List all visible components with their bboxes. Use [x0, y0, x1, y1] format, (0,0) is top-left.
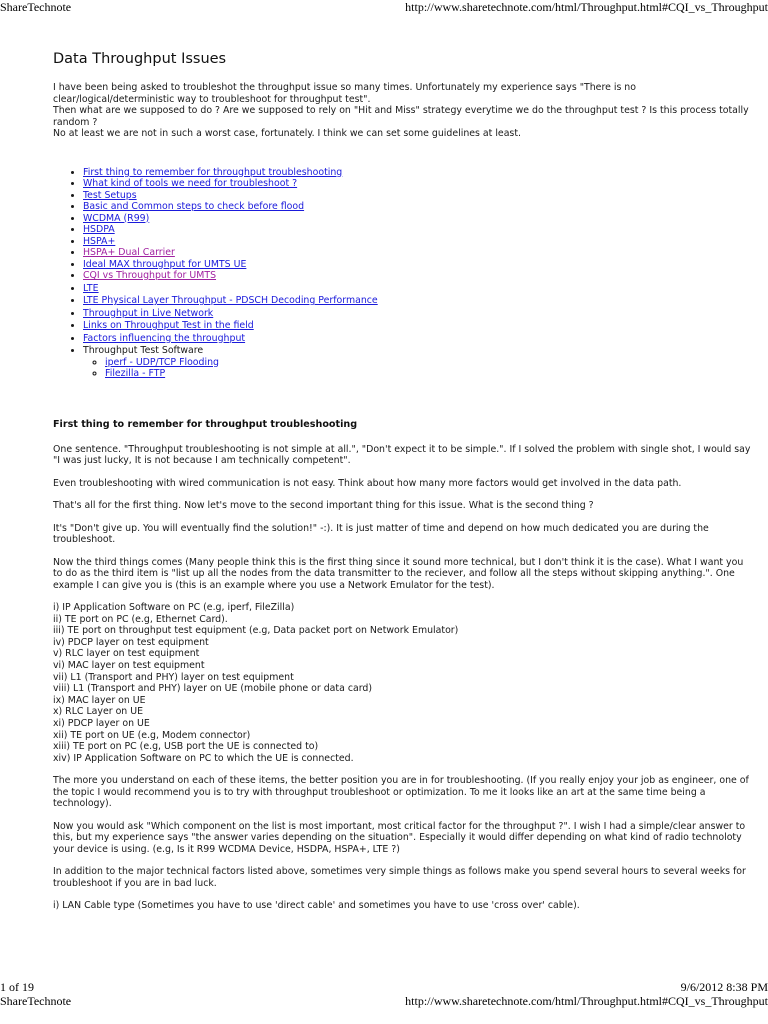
print-header	[0, 0, 768, 14]
body-paragraph: One sentence. "Throughput troubleshooting is not simple at all.", "Don't expect it to be simple.". If I solved the problem with single shot, I would say "I was just lucky, It is not because I am technically competent".	[53, 443, 751, 466]
toc-subitem	[105, 357, 753, 369]
toc-link[interactable]: LTE	[83, 282, 99, 294]
toc-link[interactable]: Ideal MAX throughput for UMTS UE	[83, 258, 247, 270]
toc-item	[83, 178, 753, 190]
toc-subitem	[105, 368, 753, 380]
toc-link[interactable]: HSDPA	[83, 224, 115, 235]
toc-link[interactable]: CQI vs Throughput for UMTS	[83, 270, 217, 281]
toc-link[interactable]: First thing to remember for throughput troubleshooting	[83, 166, 343, 178]
toc-link[interactable]: HSPA+ Dual Carrier	[83, 247, 175, 258]
toc-sublist	[83, 357, 753, 380]
toc-label: Throughput Test Software	[83, 345, 204, 356]
toc-item	[83, 270, 753, 282]
toc-item	[83, 259, 753, 271]
print-header-site: ShareTechnote	[0, 994, 72, 1008]
toc-item	[83, 308, 753, 320]
toc-link[interactable]: HSPA+	[83, 235, 116, 247]
body-paragraph: Even troubleshooting with wired communication is not easy. Think about how many more factors would get involved in the data path.	[53, 477, 682, 489]
node-list-item: x) RLC Layer on UE	[53, 706, 144, 718]
print-header-next-page	[0, 994, 768, 1008]
node-list-item: viii) L1 (Transport and PHY) layer on UE (mobile phone or data card)	[53, 683, 373, 695]
section-title: First thing to remember for throughput troubleshooting	[53, 418, 358, 430]
node-list-item: i) IP Application Software on PC (e.g, iperf, FileZilla)	[53, 602, 295, 613]
toc-item	[83, 190, 753, 202]
node-list-item: xiv) IP Application Software on PC to which the UE is connected.	[53, 752, 354, 764]
print-header-url: http://www.sharetechnote.com/html/Throughput.html#CQI_vs_Throughput	[405, 994, 768, 1008]
toc-item	[83, 333, 753, 345]
body-paragraph: Now you would ask "Which component on the list is most important, most critical factor for the throughput ?". I wish I had a simple/clear answer to this, but my experience says "the answer varies depending on the situation". Especially it would differ depending on what kind of radio technoloty your device is using. (e.g, Is it R99 WCDMA Device, HSDPA, HSPA+, LTE ?)	[53, 820, 746, 855]
node-list-item: vii) L1 (Transport and PHY) layer on test equipment	[53, 671, 294, 683]
toc-link[interactable]: What kind of tools we need for troubleshoot ?	[83, 178, 298, 189]
page-title: Data Throughput Issues	[53, 51, 227, 67]
toc-item	[83, 283, 753, 295]
toc-sublink[interactable]: iperf - UDP/TCP Flooding	[105, 356, 219, 368]
body-paragraph: In addition to the major technical factors listed above, sometimes very simple things as follows make you spend several hours to several weeks for troubleshoot if you are in bad luck.	[53, 866, 746, 889]
toc-link[interactable]: Basic and Common steps to check before flood	[83, 201, 305, 212]
toc-item	[83, 236, 753, 248]
toc-item	[83, 167, 753, 179]
toc-item	[83, 201, 753, 213]
intro-paragraph	[53, 82, 753, 140]
body-paragraph: That's all for the first thing. Now let's move to the second important thing for this issue. What is the second thing ?	[53, 500, 594, 511]
node-list-item: iv) PDCP layer on test equipment	[53, 636, 209, 648]
toc-link[interactable]: Links on Throughput Test in the field	[83, 320, 254, 331]
toc-item	[83, 247, 753, 259]
intro-line: Then what are we supposed to do ? Are we supposed to rely on "Hit and Miss" strategy everytime we do the throughput test ? Is this process totally random ?	[53, 105, 749, 128]
body-paragraph: i) LAN Cable type (Sometimes you have to use 'direct cable' and sometimes you have to use 'cross over' cable).	[53, 900, 580, 912]
toc-link[interactable]: Throughput in Live Network	[83, 307, 214, 319]
body-paragraph: The more you understand on each of these items, the better position you are in for troubleshooting. (If you really enjoy your job as engineer, one of the topic I would recommend you is to try with throughput troubleshoot or optimization. To me it looks like an art at the same time being a technology).	[53, 775, 749, 810]
node-list-item: xiii) TE port on PC (e.g, USB port the UE is connected to)	[53, 741, 319, 753]
node-list-item: vi) MAC layer on test equipment	[53, 659, 205, 671]
toc-link[interactable]: Test Setups	[83, 189, 137, 201]
page-number: 1 of 19	[0, 980, 34, 994]
node-list-item: iii) TE port on throughput test equipment (e.g, Data packet port on Network Emulator)	[53, 625, 459, 637]
table-of-contents	[53, 167, 753, 380]
node-list-item: xii) TE port on UE (e.g, Modem connector)	[53, 729, 251, 741]
body-paragraph: Now the third things comes (Many people think this is the first thing since it sound more technical, but I don't think it is the case). What I want you to do as the third item is "list up all the nodes from the data transmitter to the reciever, and follow all the steps without skipping anything.". One example I can give you is (this is an example where you use a Network Emulator for the test).	[53, 556, 744, 591]
node-list-item: ii) TE port on PC (e.g, Ethernet Card).	[53, 613, 228, 625]
body-paragraph: It's "Don't give up. You will eventually find the solution!" -:). It is just matter of time and depend on how much dedicated you are during the troubleshoot.	[53, 522, 709, 545]
toc-item	[83, 345, 753, 380]
toc-sublink[interactable]: Filezilla - FTP	[105, 368, 166, 379]
print-header-site: ShareTechnote	[0, 0, 72, 14]
node-list	[53, 602, 753, 764]
print-header-url: http://www.sharetechnote.com/html/Throughput.html#CQI_vs_Throughput	[405, 0, 768, 14]
toc-item	[83, 224, 753, 236]
node-list-item: xi) PDCP layer on UE	[53, 717, 150, 729]
toc-item	[83, 213, 753, 225]
page-content	[53, 50, 753, 923]
node-list-item: v) RLC layer on test equipment	[53, 648, 200, 660]
print-datetime: 9/6/2012 8:38 PM	[680, 980, 768, 994]
toc-item	[83, 320, 753, 332]
toc-link[interactable]: LTE Physical Layer Throughput - PDSCH Decoding Performance	[83, 295, 378, 306]
toc-link[interactable]: WCDMA (R99)	[83, 212, 150, 224]
toc-item	[83, 295, 753, 307]
intro-line: No at least we are not in such a worst case, fortunately. I think we can set some guidelines at least.	[53, 128, 521, 139]
toc-link[interactable]: Factors influencing the throughput	[83, 332, 246, 344]
intro-line: I have been being asked to troubleshot the throughput issue so many times. Unfortunately my experience says "There is no clear/logical/deterministic way to troubleshoot for throughput test".	[53, 82, 636, 105]
print-footer	[0, 980, 768, 994]
node-list-item: ix) MAC layer on UE	[53, 694, 146, 706]
